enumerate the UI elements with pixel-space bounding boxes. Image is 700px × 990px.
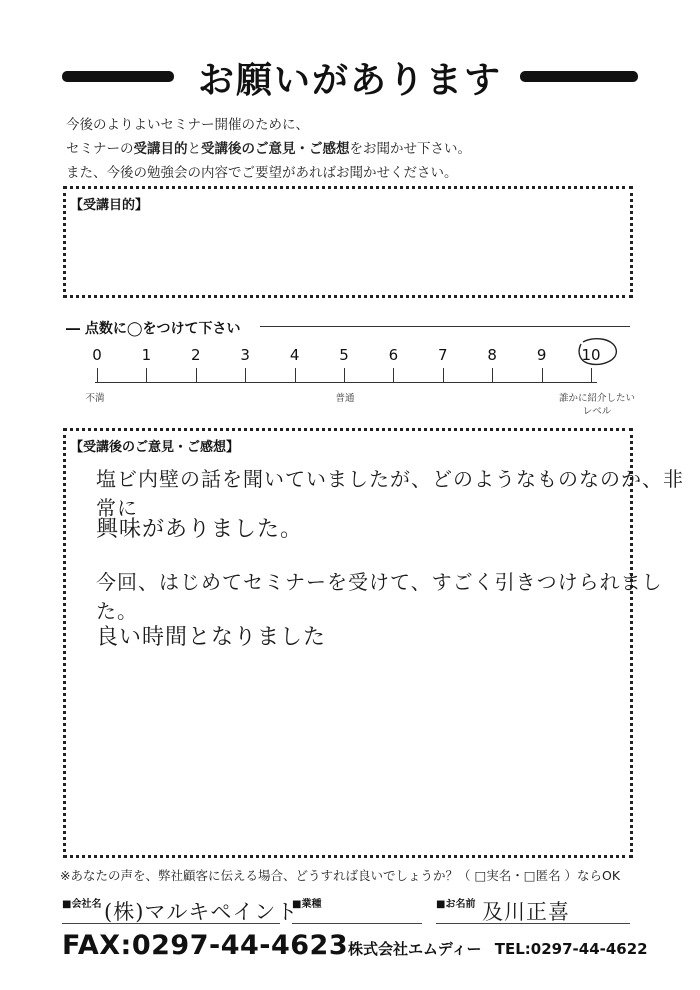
rating-label-high-1: 誰かに紹介したい xyxy=(558,393,635,404)
rating-option-8[interactable]: 8 xyxy=(487,346,497,364)
intro-emphasis-feedback: 受講後のご意見・ご感想 xyxy=(201,141,350,157)
rating-axis xyxy=(95,382,597,383)
rating-tick xyxy=(344,368,345,382)
industry-label: ■業種 xyxy=(292,899,322,910)
rating-option-10[interactable]: 10 xyxy=(581,346,601,364)
person-name-label: ■お名前 xyxy=(436,899,476,910)
industry-line xyxy=(292,923,422,924)
rating-tick xyxy=(97,368,98,382)
feedback-handwriting-line-1: 塩ビ内壁の話を聞いていましたが、どのようなものなのか、非常に xyxy=(96,467,684,520)
rating-option-7[interactable]: 7 xyxy=(438,346,448,364)
intro-text: セミナーの xyxy=(66,141,134,157)
company-name-label: ■会社名 xyxy=(62,899,102,910)
intro-text: と xyxy=(187,141,201,157)
intro-line-1: 今後のよりよいセミナー開催のために、 xyxy=(66,117,309,133)
rating-tick xyxy=(542,368,543,382)
intro-line-3: また、今後の勉強会の内容でご要望があればお聞かせください。 xyxy=(66,165,458,181)
rating-tick xyxy=(295,368,296,382)
person-name-line xyxy=(436,923,630,924)
rating-tick xyxy=(196,368,197,382)
page-title: お願いがあります xyxy=(197,60,502,101)
purpose-box[interactable] xyxy=(63,186,633,298)
rating-option-1[interactable]: 1 xyxy=(141,346,152,364)
rating-option-0[interactable]: 0 xyxy=(92,346,102,364)
feedback-handwriting-line-3: 今回、はじめてセミナーを受けて、すごく引きつけられました。 xyxy=(96,570,663,623)
rating-option-9[interactable]: 9 xyxy=(536,346,547,364)
rating-tick xyxy=(393,368,394,382)
purpose-label: 【受講目的】 xyxy=(70,198,149,213)
selected-score-circle xyxy=(575,336,619,366)
company-name: 株式会社エムディー xyxy=(348,940,482,958)
feedback-handwriting-line-2: 興味がありました。 xyxy=(96,517,304,542)
tel-number: TEL:0297-44-4622 xyxy=(494,940,648,958)
intro-text: をお聞かせ下さい。 xyxy=(349,141,471,157)
person-name-value: 及川正喜 xyxy=(482,900,570,924)
intro-emphasis-purpose: 受講目的 xyxy=(133,141,188,157)
rating-label-mid: 普通 xyxy=(335,393,355,404)
rating-heading-rule xyxy=(260,326,630,327)
feedback-handwriting-line-4: 良い時間となりました xyxy=(96,625,327,650)
intro-line-2 xyxy=(66,137,471,157)
feedback-label: 【受講後のご意見・ご感想】 xyxy=(70,440,240,455)
rating-tick xyxy=(443,368,444,382)
consent-footnote: ※あなたの声を、弊社顧客に伝える場合、どうすれば良いでしょうか？（ □実名・□匿名 ）ならOK xyxy=(60,868,621,883)
rating-option-6[interactable]: 6 xyxy=(388,346,399,364)
fax-number: FAX:0297-44-4623 xyxy=(62,930,349,961)
company-name-value: (株)マルキペイント xyxy=(104,900,299,924)
company-contact xyxy=(348,938,648,959)
rating-heading: ― 点数に◯をつけて下さい xyxy=(66,321,241,337)
rating-label-low: 不満 xyxy=(85,393,105,404)
rating-option-4[interactable]: 4 xyxy=(289,346,300,364)
rating-option-3[interactable]: 3 xyxy=(240,346,250,364)
rating-option-2[interactable]: 2 xyxy=(191,346,201,364)
rating-option-5[interactable]: 5 xyxy=(339,346,349,364)
rating-tick xyxy=(245,368,246,382)
rating-tick xyxy=(591,368,592,382)
rating-tick xyxy=(492,368,493,382)
rating-label-high-2: レベル xyxy=(582,406,612,417)
rating-tick xyxy=(146,368,147,382)
company-name-line xyxy=(62,923,280,924)
